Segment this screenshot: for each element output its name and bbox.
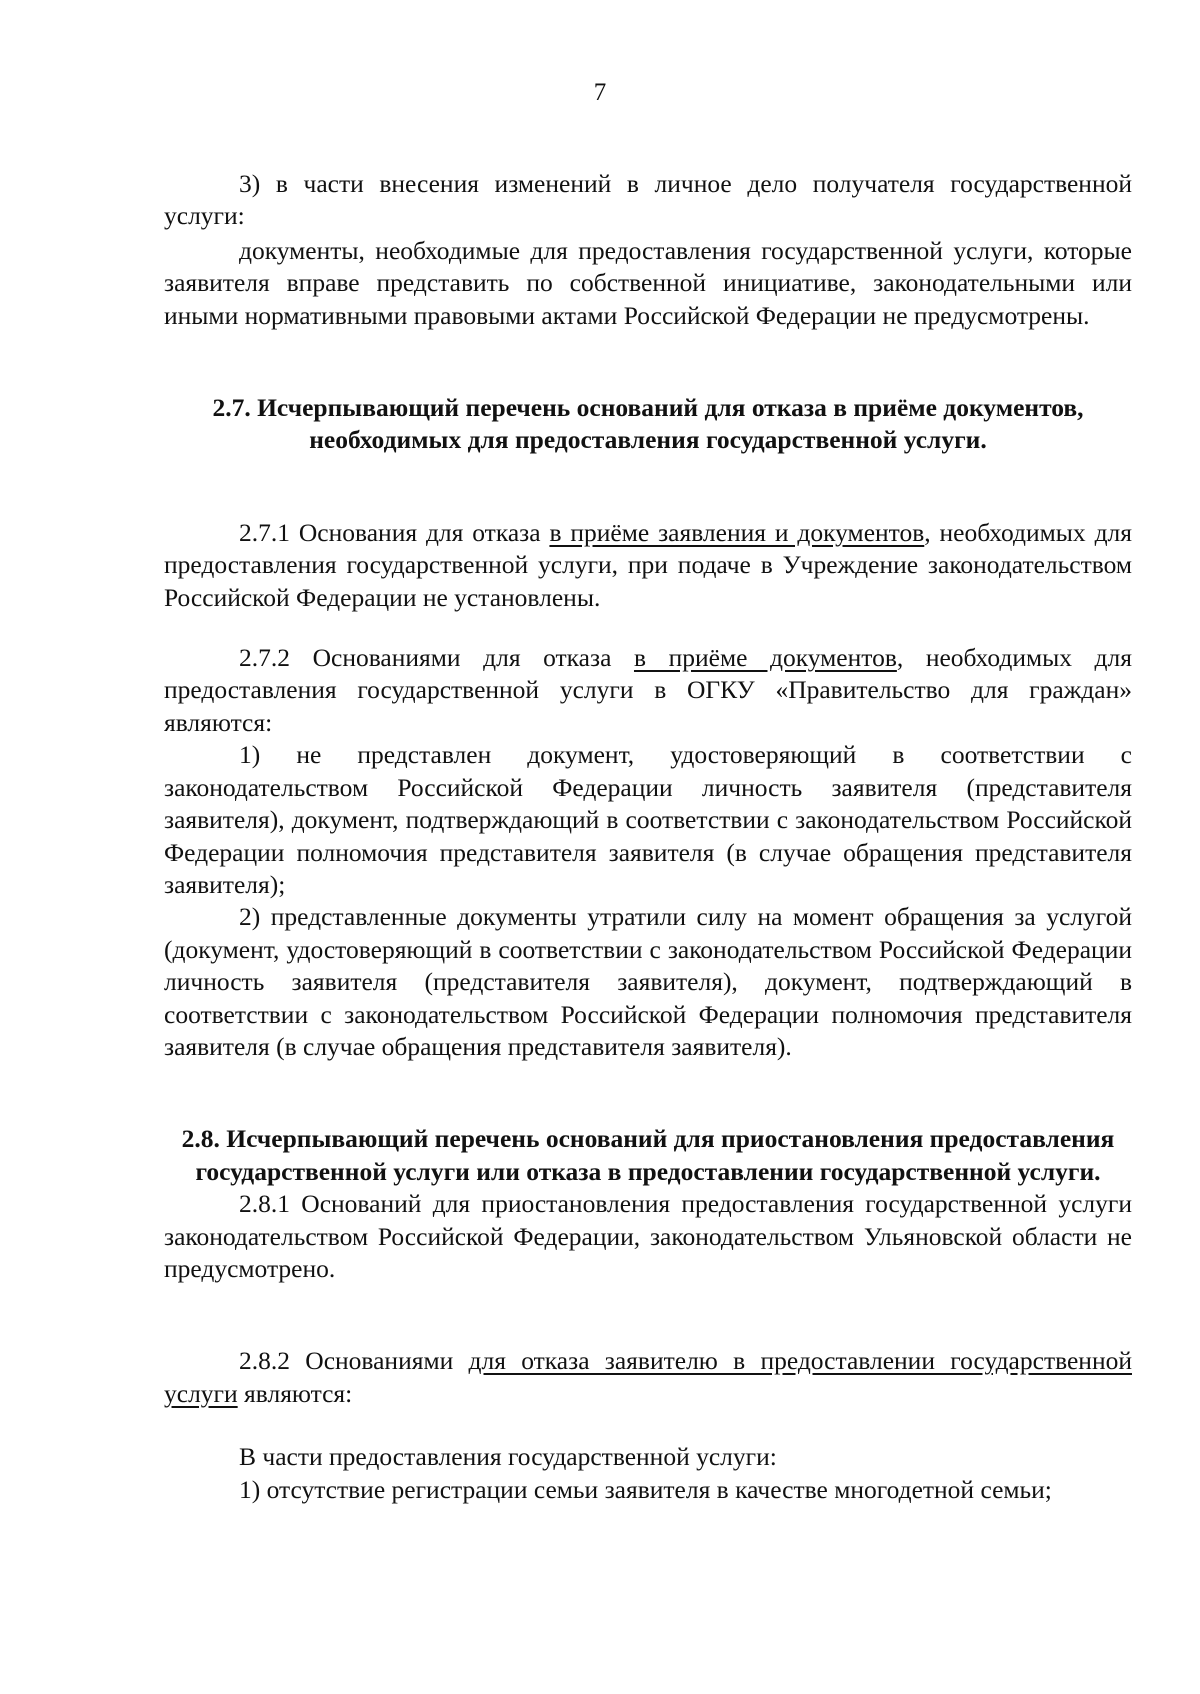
section-heading-2-8: 2.8. Исчерпывающий перечень оснований для приостановления предоставления государственной услуги или отказа в предоставлении государственной услуги. xyxy=(181,1124,1115,1186)
paragraph-2-7-1 xyxy=(164,517,1132,614)
paragraph-2-7-1-start: 2.7.1 Основания для отказа xyxy=(239,517,550,547)
paragraph-personal-file-changes: 3) в части внесения изменений в личное дело получателя государственной услуги: xyxy=(164,169,1132,231)
paragraph-2-8-2-start: 2.8.2 Основаниями xyxy=(239,1346,469,1376)
document-body xyxy=(164,168,1132,1506)
paragraph-2-7-2-underlined: в приёме документов xyxy=(633,643,897,673)
paragraph-2-8-2-end: являются: xyxy=(237,1378,353,1408)
paragraph-documents-not-required: документы, необходимые для предоставления государственной услуги, которые заявителя вправе представить по собственной инициативе, законодательными или иными нормативными правовыми актами Российской Федерации не предусмотрены. xyxy=(164,235,1132,330)
paragraph-2-7-1-end: , необходимых для предоставления государственной услуги, при подаче в Учреждение законодательством Российской Федерации не установлены. xyxy=(164,517,1132,612)
list-item-2-7-2-1: 1) не представлен документ, удостоверяющий в соответствии с законодательством Российской Федерации личность заявителя (представителя заявителя), документ, подтверждающий в соответствии с законодательством Российской Федерации полномочия представителя заявителя (в случае обращения представителя заявителя); xyxy=(164,740,1132,899)
paragraph-2-8-2-underlined: для отказа заявителю в предоставлении государственной услуги xyxy=(164,1346,1132,1408)
list-item-2-8-2-1: 1) отсутствие регистрации семьи заявителя в качестве многодетной семьи; xyxy=(239,1474,1052,1504)
paragraph-service-part: В части предоставления государственной услуги: xyxy=(239,1442,777,1472)
list-item-2-7-2-2: 2) представленные документы утратили силу на момент обращения за услугой (документ, удостоверяющий в соответствии с законодательством Российской Федерации личность заявителя (представителя заявителя), документ, подтверждающий в соответствии с законодательством Российской Федерации полномочия представителя заявителя (в случае обращения представителя заявителя). xyxy=(164,902,1132,1061)
section-heading-2-7: 2.7. Исчерпывающий перечень оснований для отказа в приёме документов, необходимых для предоставления государственной услуги. xyxy=(212,393,1084,455)
paragraph-2-7-1-underlined: в приёме заявления и документов xyxy=(549,517,925,547)
page-number: 7 xyxy=(593,79,607,106)
paragraph-2-8-2 xyxy=(164,1345,1132,1410)
paragraph-2-7-2 xyxy=(164,642,1132,739)
paragraph-2-7-2-start: 2.7.2 Основаниями для отказа xyxy=(239,643,634,673)
paragraph-2-7-2-end: , необходимых для предоставления государственной услуги в ОГКУ «Правительство для граждан» являются: xyxy=(164,643,1132,737)
paragraph-2-8-1: 2.8.1 Оснований для приостановления предоставления государственной услуги законодательством Российской Федерации, законодательством Ульяновской области не предусмотрено. xyxy=(164,1189,1132,1283)
